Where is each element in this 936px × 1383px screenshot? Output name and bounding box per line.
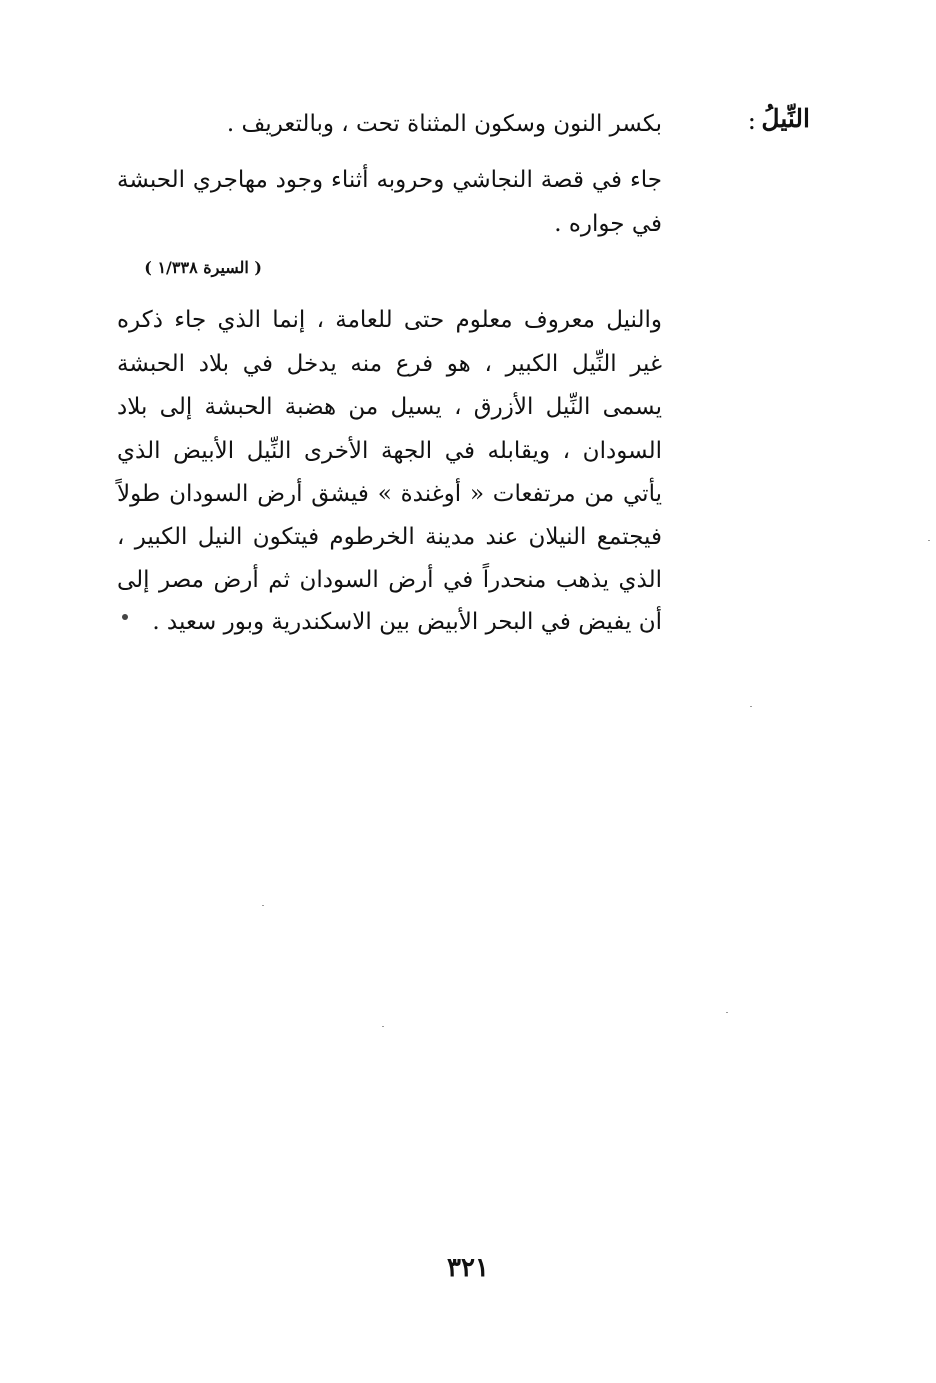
body-line-6: فيجتمع النيلان عند مدينة الخرطوم فيتكون النيل الكبير ،	[117, 524, 662, 550]
scan-speck	[750, 706, 752, 707]
entry-colon: :	[747, 106, 756, 135]
scan-speck	[382, 1026, 384, 1027]
scan-speck	[928, 540, 930, 541]
scan-speck	[726, 1012, 728, 1013]
body-line-1: والنيل معروف معلوم حتى للعامة ، إنما الذي جاء ذكره	[117, 307, 662, 333]
entry-headword: النِّيلُ	[761, 104, 810, 133]
body-line-4: السودان ، ويقابله في الجهة الأخرى النِّيل الأبيض الذي	[117, 438, 662, 464]
end-of-entry-mark	[122, 614, 128, 620]
body-line-8: أن يفيض في البحر الأبيض بين الاسكندرية وبور سعيد .	[152, 609, 662, 635]
entry-pronunciation: بكسر النون وسكون المثناة تحت ، وبالتعريف .	[226, 111, 662, 137]
page-number: ٣٢١	[447, 1253, 489, 1283]
body-line-7: الذي يذهب منحدراً في أرض السودان ثم أرض مصر إلى	[117, 567, 662, 593]
scan-speck	[262, 905, 264, 906]
context-line-1: جاء في قصة النجاشي وحروبه أثناء وجود مهاجري الحبشة	[117, 167, 662, 193]
source-citation: ( السيرة ١/٣٣٨ )	[144, 258, 262, 277]
body-line-5: يأتي من مرتفعات « أوغندة » فيشق أرض السودان طولاً	[117, 481, 662, 507]
context-line-2: في جواره .	[554, 211, 662, 237]
body-line-3: يسمى النِّيل الأزرق ، يسيل من هضبة الحبشة إلى بلاد	[117, 394, 662, 420]
body-line-2: غير النِّيل الكبير ، هو فرع منه يدخل في بلاد الحبشة	[117, 351, 662, 377]
